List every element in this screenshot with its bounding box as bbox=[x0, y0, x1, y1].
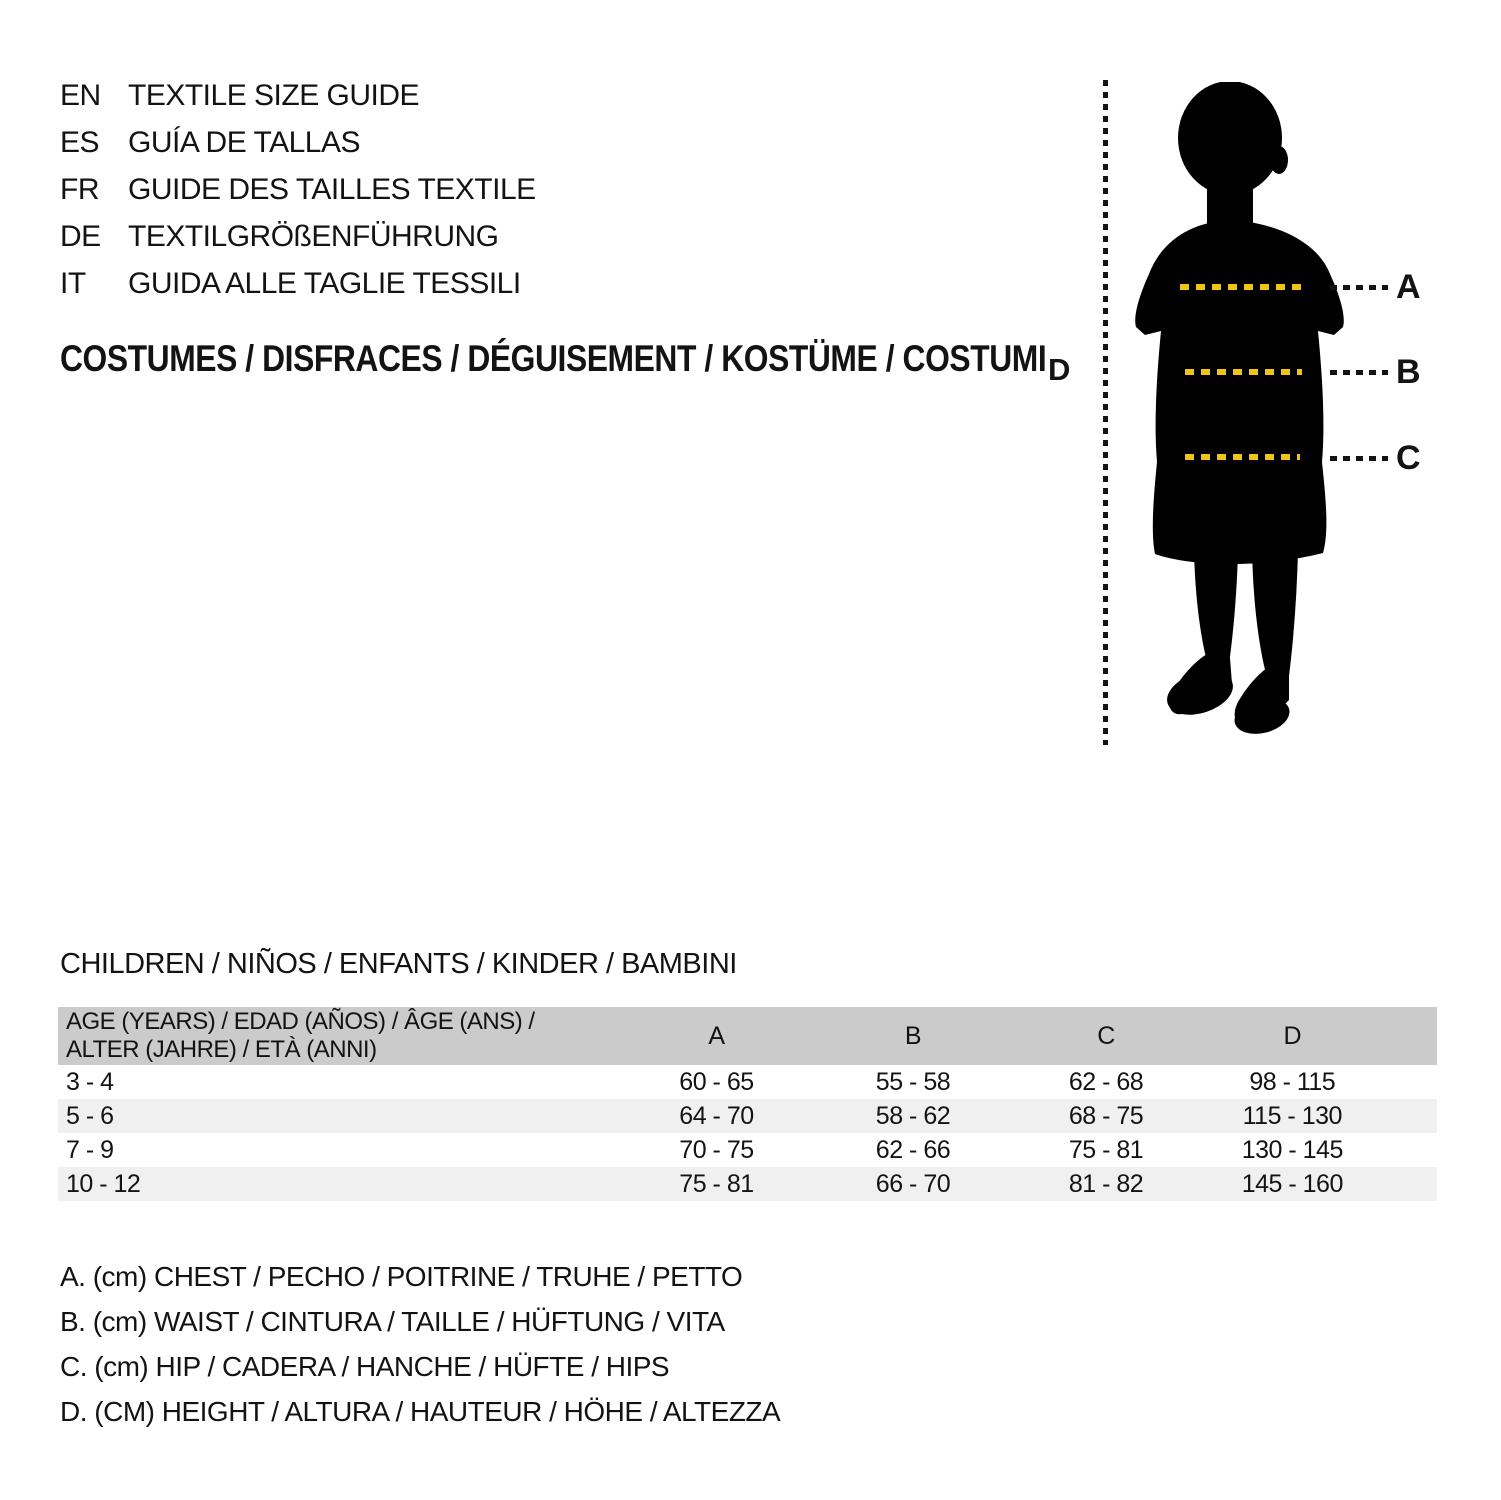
language-code: FR bbox=[60, 172, 99, 206]
language-title: TEXTILGRÖßENFÜHRUNG bbox=[128, 219, 499, 253]
language-row-en bbox=[60, 72, 536, 119]
waist-leader-line bbox=[1330, 370, 1388, 375]
hip-cell: 75 - 81 bbox=[1068, 1135, 1144, 1164]
measurement-figure bbox=[1030, 60, 1501, 760]
language-row-de bbox=[60, 213, 536, 260]
legend-waist: B. (cm) WAIST / CINTURA / TAILLE / HÜFTUNG / VITA bbox=[60, 1305, 725, 1337]
size-table bbox=[58, 1007, 1437, 1201]
measure-d-label: D bbox=[1048, 352, 1071, 387]
height-cell: 130 - 145 bbox=[1241, 1135, 1343, 1164]
measurement-legend bbox=[60, 1254, 780, 1434]
chest-cell: 70 - 75 bbox=[679, 1135, 754, 1164]
chest-cell: 60 - 65 bbox=[679, 1067, 754, 1096]
table-row bbox=[58, 1099, 1437, 1133]
column-header-d: D bbox=[1203, 1007, 1437, 1065]
language-list bbox=[60, 72, 536, 307]
language-row-es bbox=[60, 119, 536, 166]
table-row bbox=[58, 1167, 1437, 1201]
hip-cell: 81 - 82 bbox=[1068, 1169, 1144, 1198]
child-silhouette-image bbox=[1130, 82, 1350, 742]
section-heading-children: CHILDREN / NIÑOS / ENFANTS / KINDER / BAMBINI bbox=[60, 948, 737, 980]
measure-c-label: C bbox=[1396, 439, 1421, 477]
language-title: GUÍA DE TALLAS bbox=[128, 125, 360, 159]
table-row bbox=[58, 1065, 1437, 1099]
height-dotted-line bbox=[1103, 80, 1108, 745]
language-code: DE bbox=[60, 219, 101, 253]
language-code: EN bbox=[60, 78, 101, 112]
column-header-a: A bbox=[617, 1007, 817, 1065]
language-code: ES bbox=[60, 125, 100, 159]
hip-cell: 62 - 68 bbox=[1068, 1067, 1144, 1096]
age-cell: 5 - 6 bbox=[66, 1101, 114, 1130]
age-cell: 10 - 12 bbox=[66, 1169, 141, 1198]
language-title: GUIDA ALLE TAGLIE TESSILI bbox=[128, 266, 521, 300]
age-header-line1: AGE (YEARS) / EDAD (AÑOS) / ÂGE (ANS) / bbox=[66, 1008, 535, 1035]
height-cell: 145 - 160 bbox=[1241, 1169, 1343, 1198]
waist-cell: 66 - 70 bbox=[875, 1169, 951, 1198]
height-cell: 115 - 130 bbox=[1242, 1101, 1342, 1130]
chest-cell: 64 - 70 bbox=[679, 1101, 754, 1130]
column-header-c: C bbox=[1010, 1007, 1203, 1065]
age-cell: 7 - 9 bbox=[66, 1135, 114, 1164]
table-row bbox=[58, 1133, 1437, 1167]
age-cell: 3 - 4 bbox=[66, 1067, 114, 1096]
legend-hip: C. (cm) HIP / CADERA / HANCHE / HÜFTE / HIPS bbox=[60, 1350, 670, 1382]
category-heading: COSTUMES / DISFRACES / DÉGUISEMENT / KOSTÜME / COSTUMI bbox=[60, 338, 1047, 379]
hip-cell: 68 - 75 bbox=[1068, 1101, 1144, 1130]
waist-cell: 55 - 58 bbox=[875, 1067, 951, 1096]
measure-a-label: A bbox=[1396, 268, 1421, 306]
measure-b-label: B bbox=[1396, 353, 1421, 391]
legend-chest: A. (cm) CHEST / PECHO / POITRINE / TRUHE / PETTO bbox=[60, 1260, 743, 1292]
legend-height: D. (CM) HEIGHT / ALTURA / HAUTEUR / HÖHE / ALTEZZA bbox=[60, 1395, 781, 1427]
hip-leader-line bbox=[1330, 456, 1388, 461]
chest-leader-line bbox=[1330, 285, 1388, 290]
height-cell: 98 - 115 bbox=[1249, 1067, 1336, 1096]
language-row-it bbox=[60, 260, 536, 307]
language-title: TEXTILE SIZE GUIDE bbox=[128, 78, 420, 112]
language-row-fr bbox=[60, 166, 536, 213]
language-title: GUIDE DES TAILLES TEXTILE bbox=[128, 172, 536, 206]
waist-cell: 58 - 62 bbox=[875, 1101, 951, 1130]
column-header-b: B bbox=[816, 1007, 1009, 1065]
age-header-line2: ALTER (JAHRE) / ETÀ (ANNI) bbox=[66, 1036, 377, 1063]
waist-cell: 62 - 66 bbox=[875, 1135, 951, 1164]
age-column-header bbox=[58, 1007, 617, 1065]
chest-cell: 75 - 81 bbox=[679, 1169, 754, 1198]
table-header-row bbox=[58, 1007, 1437, 1065]
language-code: IT bbox=[60, 266, 86, 300]
